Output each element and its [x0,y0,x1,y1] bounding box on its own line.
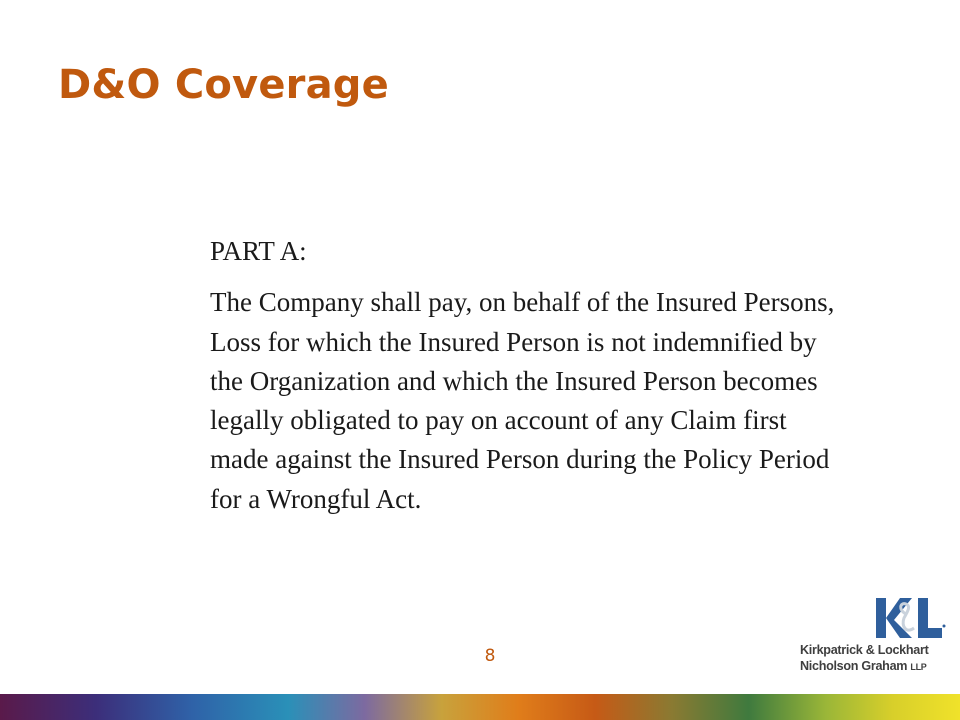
page-number: 8 [484,646,496,666]
coverage-paragraph: The Company shall pay, on behalf of the Insured Persons, Loss for which the Insured Person is not indemnified by the Organization and which the Insured Person becomes legally obligated to pay on account of any Claim first made against the Insured Person during the Policy Period for a Wrongful Act. [210,287,835,514]
logo-text-line2-name: Nicholson Graham [800,659,908,673]
logo-text-line1: Kirkpatrick & Lockhart [800,643,929,657]
firm-logo [800,596,950,686]
logo-text-llp: LLP [910,662,927,672]
decorative-color-bar [0,694,960,720]
part-heading: PART A: [210,236,307,266]
slide-body [210,232,850,519]
slide-title: D&O Coverage [58,62,389,108]
kl-logo-mark [876,596,946,640]
logo-text-line2 [800,659,950,673]
